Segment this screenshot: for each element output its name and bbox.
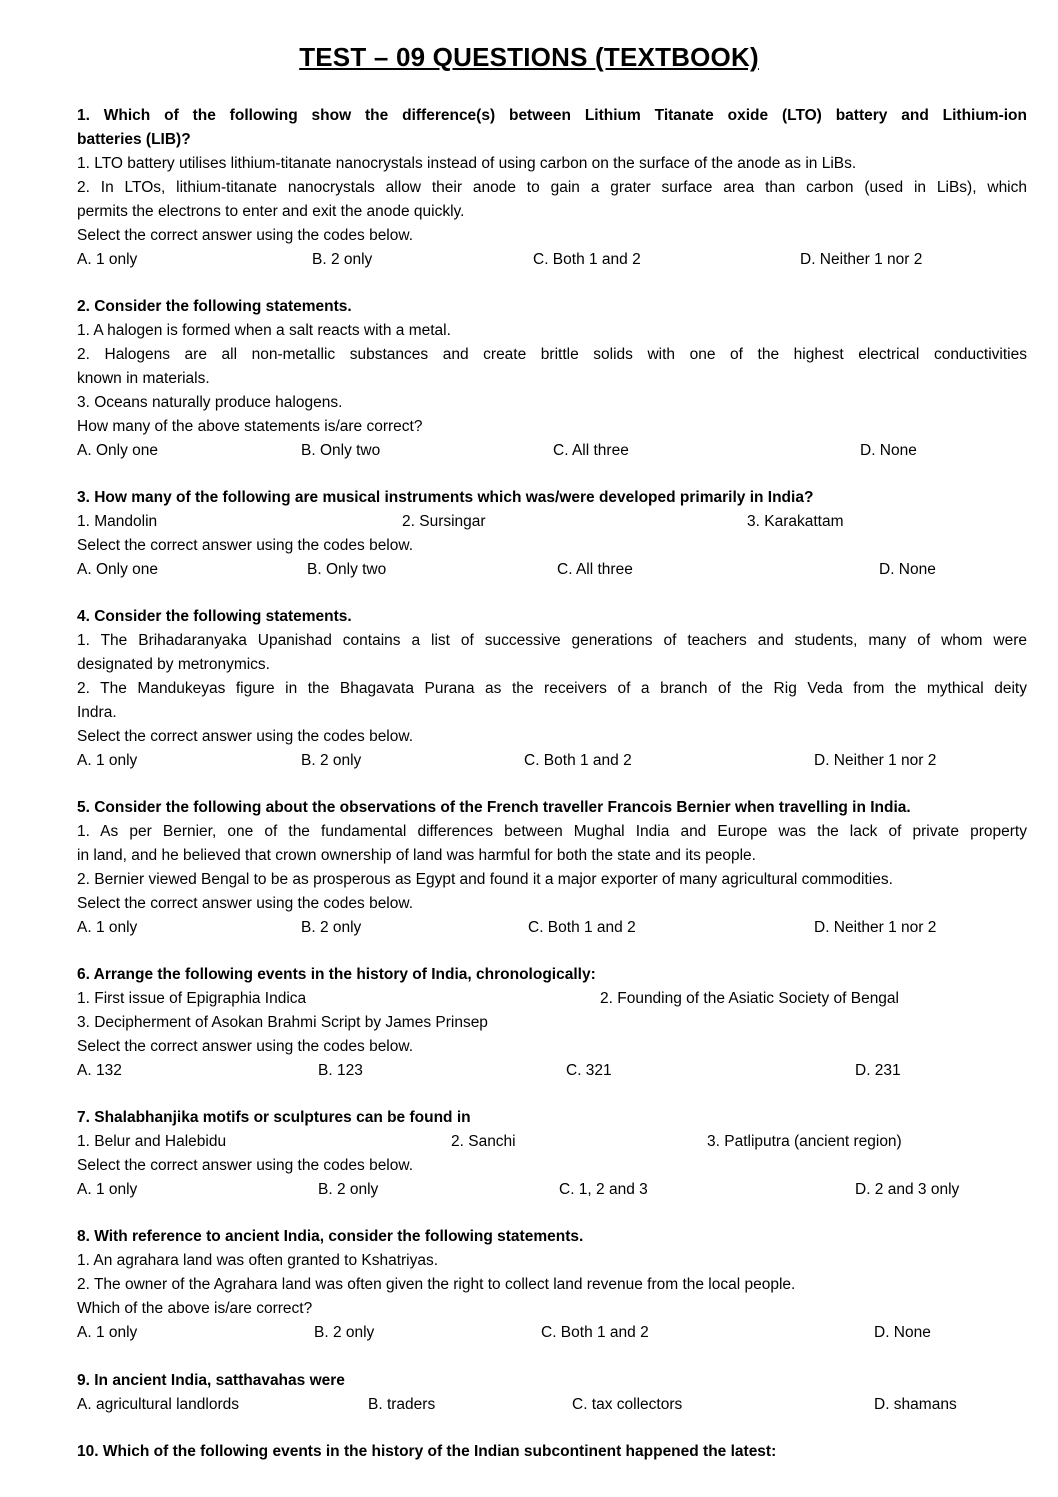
question-stem: 5. Consider the following about the observations of the French traveller Francois Bernier when travelling in India. xyxy=(77,799,911,816)
statement: in land, and he believed that crown ownership of land was harmful for both the state and its people. xyxy=(77,847,756,864)
option-d: D. None xyxy=(860,442,917,459)
option-b: B. 2 only xyxy=(314,1324,375,1341)
option-a: A. Only one xyxy=(77,442,158,459)
option-c: C. All three xyxy=(557,561,633,578)
instruction: Select the correct answer using the codes below. xyxy=(77,1157,414,1174)
instruction: Select the correct answer using the codes below. xyxy=(77,1038,414,1055)
list-item: 1. Belur and Halebidu xyxy=(77,1133,227,1150)
option-c: C. Both 1 and 2 xyxy=(528,919,636,936)
option-b: B. 2 only xyxy=(301,919,362,936)
statement: 3. Oceans naturally produce halogens. xyxy=(77,394,343,411)
statement: 2. Bernier viewed Bengal to be as prosperous as Egypt and found it a major exporter of many agricultural commodities. xyxy=(77,871,893,888)
instruction: Select the correct answer using the codes below. xyxy=(77,728,414,745)
option-a: A. 132 xyxy=(77,1062,122,1079)
option-b: B. 2 only xyxy=(312,251,373,268)
question-stem: 8. With reference to ancient India, consider the following statements. xyxy=(77,1228,584,1245)
option-c: C. All three xyxy=(553,442,629,459)
option-d: D. 231 xyxy=(855,1062,901,1079)
option-a: A. 1 only xyxy=(77,919,138,936)
option-a: A. 1 only xyxy=(77,1324,138,1341)
statement: 1. An agrahara land was often granted to Kshatriyas. xyxy=(77,1252,439,1269)
option-d: D. Neither 1 nor 2 xyxy=(814,752,937,769)
option-b: B. 2 only xyxy=(301,752,362,769)
option-c: C. 321 xyxy=(566,1062,612,1079)
question-stem: 6. Arrange the following events in the history of India, chronologically: xyxy=(77,966,596,983)
option-c: C. tax collectors xyxy=(572,1396,683,1413)
option-a: A. 1 only xyxy=(77,752,138,769)
statement: 2. In LTOs, lithium-titanate nanocrystals allow their anode to gain a grater surface area than carbon (used in LiBs), which xyxy=(77,179,1027,196)
question-stem: 4. Consider the following statements. xyxy=(77,608,352,625)
option-b: B. Only two xyxy=(307,561,387,578)
instruction: Select the correct answer using the codes below. xyxy=(77,895,414,912)
option-a: A. 1 only xyxy=(77,251,138,268)
option-b: B. traders xyxy=(368,1396,436,1413)
statement: 1. LTO battery utilises lithium-titanate nanocrystals instead of using carbon on the surface of the anode as in LiBs. xyxy=(77,155,857,172)
question-stem: 3. How many of the following are musical instruments which was/were developed primarily in India? xyxy=(77,489,814,506)
option-b: B. Only two xyxy=(301,442,381,459)
option-c: C. Both 1 and 2 xyxy=(541,1324,649,1341)
list-item: 2. Sursingar xyxy=(402,513,486,530)
option-c: C. Both 1 and 2 xyxy=(524,752,632,769)
statement: 2. Halogens are all non-metallic substances and create brittle solids with one of the highest electrical conductivities xyxy=(77,346,1027,363)
list-item: 2. Founding of the Asiatic Society of Bengal xyxy=(600,990,899,1007)
option-d: D. 2 and 3 only xyxy=(855,1181,960,1198)
statement: 1. As per Bernier, one of the fundamental differences between Mughal India and Europe was the lack of private property xyxy=(77,823,1027,840)
statement: known in materials. xyxy=(77,370,210,387)
instruction: Which of the above is/are correct? xyxy=(77,1300,313,1317)
option-c: C. Both 1 and 2 xyxy=(533,251,641,268)
list-item: 3. Patliputra (ancient region) xyxy=(707,1133,902,1150)
option-a: A. agricultural landlords xyxy=(77,1396,239,1413)
option-d: D. None xyxy=(879,561,936,578)
instruction: How many of the above statements is/are correct? xyxy=(77,418,423,435)
option-d: D. Neither 1 nor 2 xyxy=(814,919,937,936)
list-item: 3. Decipherment of Asokan Brahmi Script by James Prinsep xyxy=(77,1014,488,1031)
statement: 1. The Brihadaranyaka Upanishad contains a list of successive generations of teachers and students, many of whom were xyxy=(77,632,1027,649)
list-item: 3. Karakattam xyxy=(747,513,844,530)
question-stem: 7. Shalabhanjika motifs or sculptures can be found in xyxy=(77,1109,471,1126)
option-c: C. 1, 2 and 3 xyxy=(559,1181,648,1198)
instruction: Select the correct answer using the codes below. xyxy=(77,227,414,244)
statement: permits the electrons to enter and exit the anode quickly. xyxy=(77,203,465,220)
option-d: D. Neither 1 nor 2 xyxy=(800,251,923,268)
option-d: D. shamans xyxy=(874,1396,957,1413)
list-item: 2. Sanchi xyxy=(451,1133,516,1150)
option-a: A. Only one xyxy=(77,561,158,578)
option-b: B. 123 xyxy=(318,1062,363,1079)
page-title: TEST – 09 QUESTIONS (TEXTBOOK) xyxy=(299,42,759,72)
statement: Indra. xyxy=(77,704,117,721)
option-b: B. 2 only xyxy=(318,1181,379,1198)
instruction: Select the correct answer using the codes below. xyxy=(77,537,414,554)
statement: 1. A halogen is formed when a salt reacts with a metal. xyxy=(77,322,451,339)
question-stem: 9. In ancient India, satthavahas were xyxy=(77,1372,345,1389)
option-d: D. None xyxy=(874,1324,931,1341)
statement: designated by metronymics. xyxy=(77,656,270,673)
statement: 2. The owner of the Agrahara land was often given the right to collect land revenue from the local people. xyxy=(77,1276,796,1293)
list-item: 1. First issue of Epigraphia Indica xyxy=(77,990,307,1007)
list-item: 1. Mandolin xyxy=(77,513,158,530)
question-stem: batteries (LIB)? xyxy=(77,131,191,148)
question-stem: 2. Consider the following statements. xyxy=(77,298,352,315)
option-a: A. 1 only xyxy=(77,1181,138,1198)
statement: 2. The Mandukeyas figure in the Bhagavata Purana as the receivers of a branch of the Rig Veda from the mythical deity xyxy=(77,680,1027,697)
question-stem: 1. Which of the following show the difference(s) between Lithium Titanate oxide (LTO) battery and Lithium-ion xyxy=(77,107,1027,124)
question-stem: 10. Which of the following events in the history of the Indian subcontinent happened the latest: xyxy=(77,1443,777,1460)
